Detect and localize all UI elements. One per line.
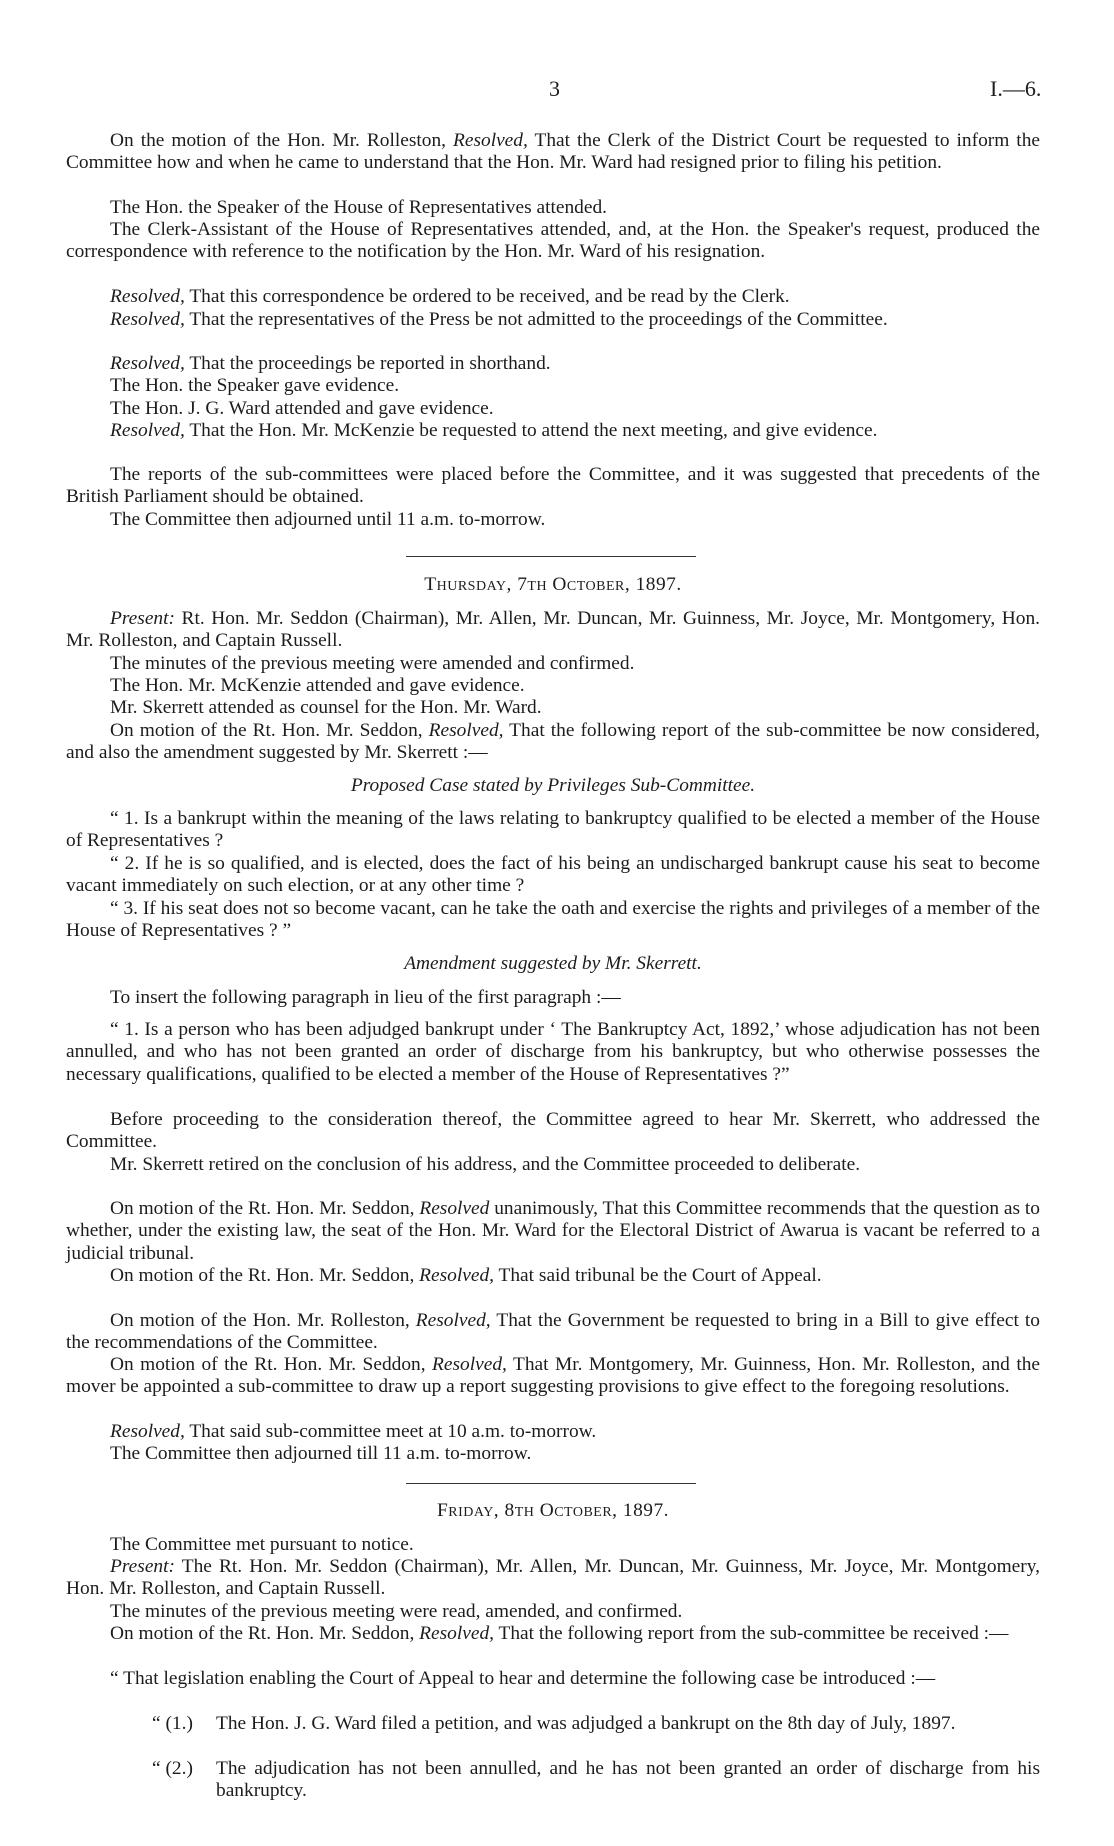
paragraph-amendment-intro: To insert the following paragraph in lieu of the first paragraph :—	[110, 987, 621, 1008]
paragraph-motion-report: On motion of the Rt. Hon. Mr. Seddon, Resolved, That the following report of the sub-committee be now considered, and also the amendment suggested by Mr. Skerrett :—	[66, 720, 1041, 764]
paragraph-government-bill: On motion of the Hon. Mr. Rolleston, Resolved, That the Government be requested to bring in a Bill to give effect to the recommendations of the Committee.	[66, 1310, 1040, 1354]
list-item-number: “ (1.)	[152, 1713, 193, 1734]
paragraph-present-friday: Present: The Rt. Hon. Mr. Seddon (Chairman), Mr. Allen, Mr. Duncan, Mr. Guinness, Mr. Joyce, Mr. Montgomery, Hon. Mr. Rolleston, and Captain Russell.	[66, 1556, 1040, 1600]
paragraph-court-of-appeal: On motion of the Rt. Hon. Mr. Seddon, Resolved, That said tribunal be the Court of Appeal.	[110, 1265, 822, 1286]
paragraph-appoint-sub-committee: On motion of the Rt. Hon. Mr. Seddon, Resolved, That Mr. Montgomery, Mr. Guinness, Hon. Mr. Rolleston, and the mover be appointed a sub-committee to draw up a report suggesting provisions to give effect to the foregoing resolutions.	[66, 1354, 1041, 1398]
paragraph-amendment-text: “ 1. Is a person who has been adjudged bankrupt under ‘ The Bankruptcy Act, 1892,’ whose adjudication has not been annulled, and who has not been granted an order of discharge from his bankruptcy, but who otherwise possesses the necessary qualifications, qualified to be elected a member of the House of Representatives ?”	[66, 1019, 1040, 1085]
list-item-text: The Hon. J. G. Ward filed a petition, and was adjudged a bankrupt on the 8th day of July, 1897.	[216, 1713, 956, 1734]
paragraph-adjourned-2: The Committee then adjourned till 11 a.m. to-morrow.	[110, 1443, 532, 1464]
question-2: “ 2. If he is so qualified, and is elected, does the fact of his being an undischarged bankrupt cause his seat to become vacant immediately on such election, or at any other time ?	[66, 853, 1040, 897]
paragraph-sub-committee-meet: Resolved, That said sub-committee meet at 10 a.m. to-morrow.	[110, 1421, 597, 1442]
paragraph-skerrett-retired: Mr. Skerrett retired on the conclusion of his address, and the Committee proceeded to deliberate.	[110, 1154, 861, 1175]
question-3: “ 3. If his seat does not so become vacant, can he take the oath and exercise the rights and privileges of a member of the House of Representatives ? ”	[66, 898, 1040, 942]
date-heading-thursday: Thursday, 7th October, 1897.	[424, 574, 682, 595]
paragraph-motion-clerk: On the motion of the Hon. Mr. Rolleston, Resolved, That the Clerk of the District Court be requested to inform the Committee how and when he came to understand that the Hon. Mr. Ward had resigned prior to filing his petition.	[66, 130, 1040, 174]
paragraph-minutes-read: The minutes of the previous meeting were read, amended, and confirmed.	[110, 1601, 683, 1622]
list-item-number: “ (2.)	[152, 1758, 193, 1779]
paragraph-resolved-press: Resolved, That the representatives of the Press be not admitted to the proceedings of the Committee.	[110, 309, 888, 330]
paragraph-speaker-evidence: The Hon. the Speaker gave evidence.	[110, 375, 400, 396]
heading-proposed-case: Proposed Case stated by Privileges Sub-Committee.	[350, 775, 756, 796]
section-divider	[406, 556, 696, 557]
date-heading-friday: Friday, 8th October, 1897.	[436, 1500, 670, 1521]
paragraph-resolved-shorthand: Resolved, That the proceedings be reported in shorthand.	[110, 353, 551, 374]
paragraph-report-received: On motion of the Rt. Hon. Mr. Seddon, Resolved, That the following report from the sub-committee be received :—	[110, 1623, 1009, 1644]
paragraph-hear-skerrett: Before proceeding to the consideration thereof, the Committee agreed to hear Mr. Skerrett, who addressed the Committee.	[66, 1109, 1040, 1153]
paragraph-skerrett-counsel: Mr. Skerrett attended as counsel for the Hon. Mr. Ward.	[110, 697, 542, 718]
question-1: “ 1. Is a bankrupt within the meaning of the laws relating to bankruptcy qualified to be elected a member of the House of Representatives ?	[66, 808, 1040, 852]
paragraph-minutes-confirmed: The minutes of the previous meeting were amended and confirmed.	[110, 653, 635, 674]
paragraph-judicial-tribunal: On motion of the Rt. Hon. Mr. Seddon, Resolved unanimously, That this Committee recommends that the question as to whether, under the existing law, the seat of the Hon. Mr. Ward for the Electoral District of Awarua is vacant be referred to a judicial tribunal.	[66, 1198, 1040, 1264]
paragraph-ward-evidence: The Hon. J. G. Ward attended and gave evidence.	[110, 398, 494, 419]
list-item-text: The adjudication has not been annulled, and he has not been granted an order of discharge from his bankruptcy.	[216, 1758, 1040, 1802]
page-number: 3	[549, 76, 560, 101]
paragraph-legislation: “ That legislation enabling the Court of Appeal to hear and determine the following case be introduced :—	[110, 1668, 936, 1689]
paragraph-sub-committee-reports: The reports of the sub-committees were placed before the Committee, and it was suggested that precedents of the British Parliament should be obtained.	[66, 464, 1040, 508]
paragraph-met-pursuant: The Committee met pursuant to notice.	[110, 1534, 414, 1555]
paragraph-speaker-attended: The Hon. the Speaker of the House of Representatives attended.	[110, 197, 607, 218]
heading-amendment: Amendment suggested by Mr. Skerrett.	[404, 953, 702, 974]
paragraph-mckenzie-evidence: The Hon. Mr. McKenzie attended and gave evidence.	[110, 675, 525, 696]
section-divider	[406, 1483, 696, 1484]
document-reference: I.—6.	[990, 76, 1042, 101]
paragraph-resolved-mckenzie: Resolved, That the Hon. Mr. McKenzie be requested to attend the next meeting, and give evidence.	[110, 420, 878, 441]
paragraph-present-thursday: Present: Rt. Hon. Mr. Seddon (Chairman), Mr. Allen, Mr. Duncan, Mr. Guinness, Mr. Joyce, Mr. Montgomery, Hon. Mr. Rolleston, and Captain Russell.	[66, 608, 1040, 652]
paragraph-adjourned-1: The Committee then adjourned until 11 a.m. to-morrow.	[110, 509, 546, 530]
paragraph-resolved-correspondence: Resolved, That this correspondence be ordered to be received, and be read by the Clerk.	[110, 286, 790, 307]
paragraph-clerk-assistant: The Clerk-Assistant of the House of Representatives attended, and, at the Hon. the Speaker's request, produced the correspondence with reference to the notification by the Hon. Mr. Ward of his resignation.	[66, 219, 1040, 263]
